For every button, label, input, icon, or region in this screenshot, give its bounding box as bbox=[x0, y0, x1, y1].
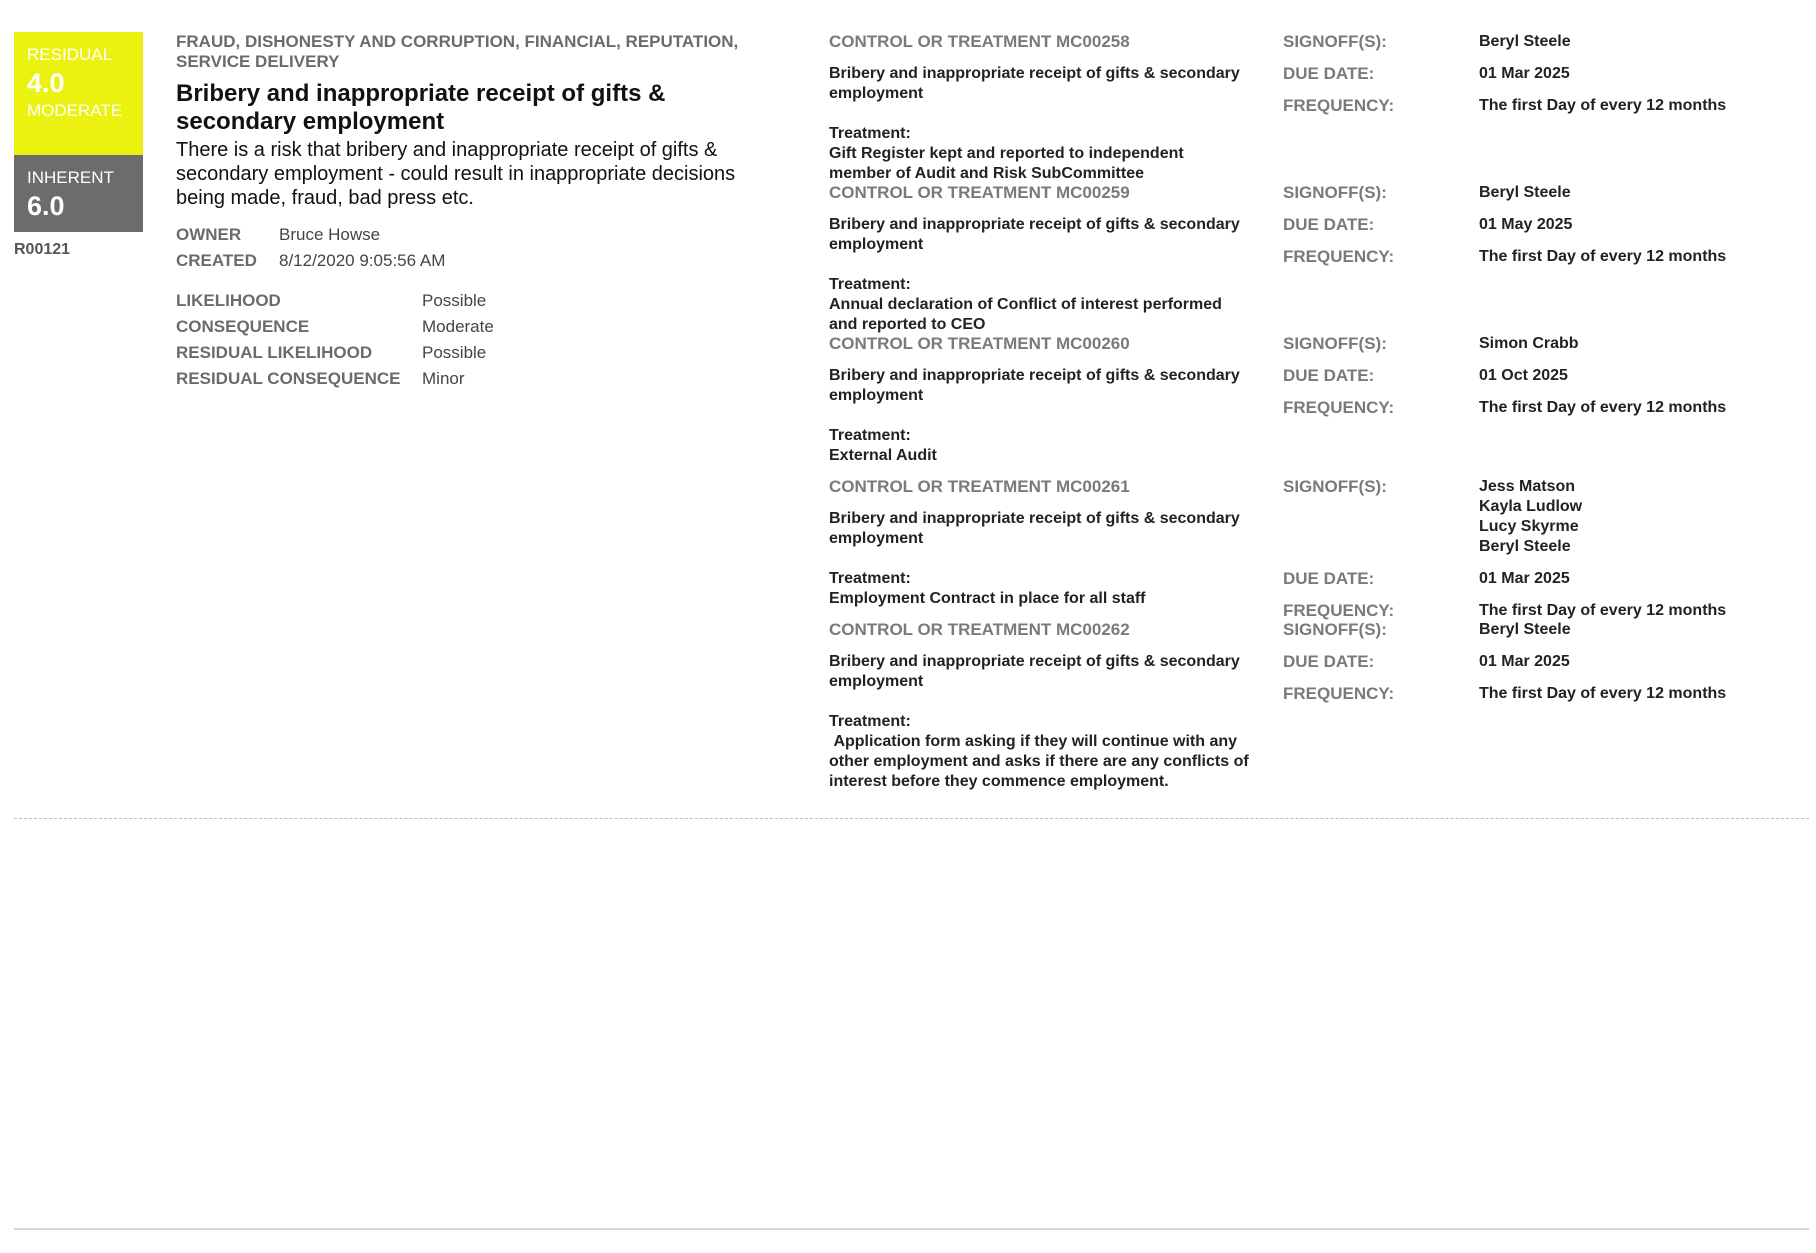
residual-rating: MODERATE bbox=[27, 101, 123, 120]
frequency-value: The first Day of every 12 months bbox=[1479, 399, 1727, 416]
risk-description: There is a risk that bribery and inappropriate receipt of gifts & secondary employment - could result in inappropriate decisions being made, fraud, bad press etc. bbox=[176, 139, 736, 209]
signoff-person: Lucy Skyrme bbox=[1479, 518, 1579, 535]
signoffs-row bbox=[1283, 183, 1783, 203]
signoffs-value bbox=[1479, 334, 1579, 354]
frequency-value: The first Day of every 12 months bbox=[1479, 602, 1727, 619]
control-signoff-block bbox=[1283, 183, 1783, 279]
risk-rating bbox=[176, 288, 766, 392]
treatment-text: Annual declaration of Conflict of interest performed and reported to CEO bbox=[829, 296, 1222, 333]
frequency-row bbox=[1283, 601, 1783, 621]
due-date-value: 01 Mar 2025 bbox=[1479, 653, 1570, 670]
due-date-row bbox=[1283, 366, 1783, 386]
consequence-label: CONSEQUENCE bbox=[176, 317, 310, 336]
due-date-row bbox=[1283, 215, 1783, 235]
control-block bbox=[829, 477, 1249, 609]
signoffs-row bbox=[1283, 477, 1783, 557]
treatment-text: Gift Register kept and reported to independent member of Audit and Risk SubCommittee bbox=[829, 145, 1184, 182]
due-date-value: 01 Mar 2025 bbox=[1479, 570, 1570, 587]
signoff-person: Kayla Ludlow bbox=[1479, 498, 1583, 515]
likelihood-value: Possible bbox=[422, 291, 487, 310]
residual-score-box bbox=[14, 32, 143, 155]
owner-row bbox=[176, 222, 766, 248]
control-signoff-block bbox=[1283, 477, 1783, 633]
control-heading: CONTROL OR TREATMENT MC00260 bbox=[829, 334, 1130, 353]
signoffs-label: SIGNOFF(S): bbox=[1283, 477, 1387, 496]
signoff-person: Jess Matson bbox=[1479, 478, 1576, 495]
signoffs-row bbox=[1283, 620, 1783, 640]
signoffs-label: SIGNOFF(S): bbox=[1283, 183, 1387, 202]
due-date-label: DUE DATE: bbox=[1283, 652, 1375, 671]
due-date-label: DUE DATE: bbox=[1283, 64, 1375, 83]
risk-details bbox=[176, 32, 766, 392]
treatment-text: Employment Contract in place for all staff bbox=[829, 590, 1146, 607]
residual-likelihood-label: RESIDUAL LIKELIHOOD bbox=[176, 343, 373, 362]
control-signoff-block bbox=[1283, 334, 1783, 430]
control-signoff-block bbox=[1283, 32, 1783, 128]
due-date-value: 01 May 2025 bbox=[1479, 216, 1573, 233]
likelihood-row bbox=[176, 288, 766, 314]
frequency-row bbox=[1283, 398, 1783, 418]
due-date-label: DUE DATE: bbox=[1283, 215, 1375, 234]
frequency-label: FREQUENCY: bbox=[1283, 684, 1395, 703]
risk-score-badge bbox=[14, 32, 143, 232]
due-date-label: DUE DATE: bbox=[1283, 569, 1375, 588]
residual-score: 4.0 bbox=[27, 68, 65, 98]
control-block bbox=[829, 334, 1249, 466]
treatment-label: Treatment: bbox=[829, 427, 911, 444]
section-divider bbox=[14, 818, 1809, 819]
control-name: Bribery and inappropriate receipt of gifts & secondary employment bbox=[829, 653, 1240, 690]
frequency-label: FREQUENCY: bbox=[1283, 247, 1395, 266]
signoffs-row bbox=[1283, 334, 1783, 354]
due-date-value: 01 Oct 2025 bbox=[1479, 367, 1568, 384]
treatment-label: Treatment: bbox=[829, 570, 911, 587]
residual-label: RESIDUAL bbox=[27, 45, 113, 64]
risk-title: Bribery and inappropriate receipt of gifts & secondary employment bbox=[176, 80, 666, 135]
signoff-person: Beryl Steele bbox=[1479, 184, 1571, 201]
frequency-value: The first Day of every 12 months bbox=[1479, 685, 1727, 702]
signoffs-value bbox=[1479, 32, 1571, 52]
inherent-score: 6.0 bbox=[27, 191, 65, 221]
treatment-label: Treatment: bbox=[829, 276, 911, 293]
control-heading: CONTROL OR TREATMENT MC00258 bbox=[829, 32, 1130, 51]
signoff-person: Simon Crabb bbox=[1479, 335, 1579, 352]
signoffs-value bbox=[1479, 477, 1582, 557]
owner-label: OWNER bbox=[176, 225, 242, 244]
likelihood-label: LIKELIHOOD bbox=[176, 291, 281, 310]
signoffs-value bbox=[1479, 183, 1571, 203]
signoffs-row bbox=[1283, 32, 1783, 52]
due-date-row bbox=[1283, 569, 1783, 589]
risk-categories: FRAUD, DISHONESTY AND CORRUPTION, FINANCIAL, REPUTATION, SERVICE DELIVERY bbox=[176, 32, 739, 71]
residual-consequence-label: RESIDUAL CONSEQUENCE bbox=[176, 369, 401, 388]
control-block bbox=[829, 620, 1254, 792]
signoff-person: Beryl Steele bbox=[1479, 621, 1571, 638]
risk-meta bbox=[176, 222, 766, 274]
due-date-value: 01 Mar 2025 bbox=[1479, 65, 1570, 82]
treatment-text: External Audit bbox=[829, 447, 937, 464]
residual-likelihood-value: Possible bbox=[422, 343, 487, 362]
due-date-label: DUE DATE: bbox=[1283, 366, 1375, 385]
inherent-score-box bbox=[14, 155, 143, 232]
created-label: CREATED bbox=[176, 251, 257, 270]
signoffs-label: SIGNOFF(S): bbox=[1283, 334, 1387, 353]
frequency-label: FREQUENCY: bbox=[1283, 96, 1395, 115]
signoff-person: Beryl Steele bbox=[1479, 33, 1571, 50]
due-date-row bbox=[1283, 64, 1783, 84]
signoff-person: Beryl Steele bbox=[1479, 538, 1571, 555]
frequency-row bbox=[1283, 247, 1783, 267]
frequency-value: The first Day of every 12 months bbox=[1479, 97, 1727, 114]
control-block bbox=[829, 183, 1249, 335]
inherent-label: INHERENT bbox=[27, 168, 114, 187]
control-name: Bribery and inappropriate receipt of gifts & secondary employment bbox=[829, 367, 1240, 404]
frequency-row bbox=[1283, 96, 1783, 116]
control-heading: CONTROL OR TREATMENT MC00259 bbox=[829, 183, 1130, 202]
residual-consequence-row bbox=[176, 366, 766, 392]
consequence-row bbox=[176, 314, 766, 340]
treatment-text: Application form asking if they will continue with any other employment and asks if there are any conflicts of interest before they commence employment. bbox=[829, 733, 1254, 790]
control-heading: CONTROL OR TREATMENT MC00262 bbox=[829, 620, 1130, 639]
control-name: Bribery and inappropriate receipt of gifts & secondary employment bbox=[829, 65, 1240, 102]
control-signoff-block bbox=[1283, 620, 1783, 716]
control-heading: CONTROL OR TREATMENT MC00261 bbox=[829, 477, 1130, 496]
signoffs-label: SIGNOFF(S): bbox=[1283, 32, 1387, 51]
signoffs-label: SIGNOFF(S): bbox=[1283, 620, 1387, 639]
signoffs-value bbox=[1479, 620, 1571, 640]
frequency-label: FREQUENCY: bbox=[1283, 398, 1395, 417]
frequency-label: FREQUENCY: bbox=[1283, 601, 1395, 620]
owner-value: Bruce Howse bbox=[279, 225, 381, 244]
treatment-label: Treatment: bbox=[829, 713, 911, 730]
control-name: Bribery and inappropriate receipt of gifts & secondary employment bbox=[829, 510, 1240, 547]
due-date-row bbox=[1283, 652, 1783, 672]
risk-id: R00121 bbox=[14, 241, 71, 258]
treatment-label: Treatment: bbox=[829, 125, 911, 142]
created-value: 8/12/2020 9:05:56 AM bbox=[279, 251, 446, 270]
footer-divider bbox=[14, 1228, 1809, 1230]
control-block bbox=[829, 32, 1249, 184]
frequency-row bbox=[1283, 684, 1783, 704]
residual-likelihood-row bbox=[176, 340, 766, 366]
control-name: Bribery and inappropriate receipt of gifts & secondary employment bbox=[829, 216, 1240, 253]
frequency-value: The first Day of every 12 months bbox=[1479, 248, 1727, 265]
consequence-value: Moderate bbox=[422, 317, 494, 336]
created-row bbox=[176, 248, 766, 274]
residual-consequence-value: Minor bbox=[422, 369, 465, 388]
